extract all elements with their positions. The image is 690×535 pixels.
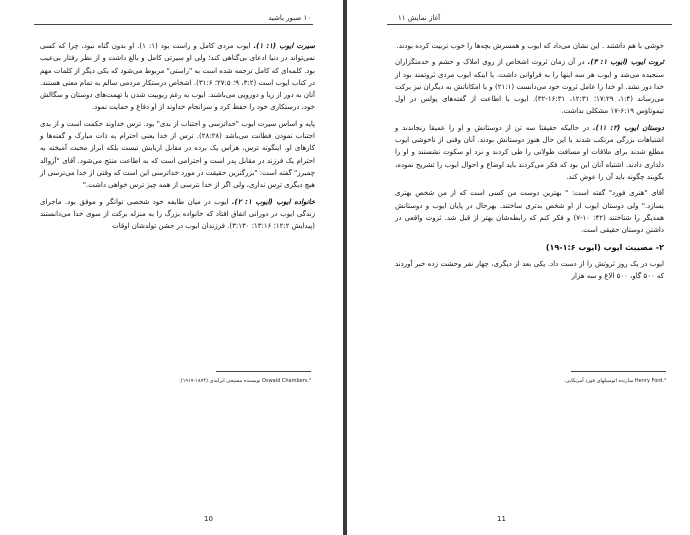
left-page — [0, 0, 343, 535]
paragraph: ثروت ایوب (ایوب ۱: ۳). در آن زمان ثروت اشخاص از روی املاک و حشم و خدمتگزاران سنجیده می‌شد و ایوب هر سه اینها را به فراوانی داشت. با اینکه ایوب مردی ثروتمند بود از خدا دور نشد. او خدا را عامل ثروت خود می‌دانست (۲۱:۱) و با امکاناتش به دیگران نیز برکت می‌رساند (۱:۴، ۱۷:۲۹؛ ۱۲:۳۱، ۱۶:۳۱-۳۲). ایوب با اطاعت از گفته‌های پولس در اول تیموتاؤس ۶:۱۹-۱۷ مشکلی نداشت. — [395, 58, 665, 116]
left-page-body — [40, 40, 315, 236]
paragraph: ایوب در یک روز ثروتش را از دست داد. یکی بعد از دیگری، چهار نفر وحشت زده خبر آوردند که ۵۰۰ گاو، ۵۰۰ الاغ و سه هزار — [395, 259, 664, 281]
left-page-header: ۱۰ صبور باشید — [268, 14, 311, 22]
paragraph: سیرت ایوب (۱: ۱). ایوب مردی کامل و راست بود (۱: ۱). او بدون گناه نبود، چرا که کسی نمی‌تواند در دنیا ادعای بی‌گناهی کند؛ ولی او سیرتی کامل و بالغ داشت و از نظر رفتار بی‌عیب بود. کلمه‌ای که کامل ترجمه شده است به "راستی" مربوط می‌شود که یکی دیگر از کلمات مهم در کتاب ایوب است (۳:۲، ۹؛ ۲۷:۵؛ ۳۱:۶). اشخاص درستکار مردمی سالم به تمام معنی هستند. آنان به دور از ریا و دورویی می‌باشند. ایوب به رغم ربوبیت شدن با تهمت‌های دوستان و سگالش خود، درستکاری خود را حفظ کرد و سرانجام خداوند از او دفاع و حمایت نمود. — [40, 42, 315, 112]
right-page — [347, 0, 690, 535]
paragraph: خوشی با هم داشتند . این نشان می‌داد که ایوب و همسرش بچه‌ها را خوب تربیت کرده بودند. — [396, 42, 664, 50]
page-number: 11 — [497, 515, 506, 523]
paragraph: دوستان ایوب (۲: ۱۱). در حالیکه حقیقتا سه تن از دوستانش و او را عمیقا رنجاندند و اشتباهات بزرگی مرتکب شدند با این حال هنوز دوستانش بودند. آنان وقتی از ناخوشی ایوب مطلع شدند برای ملاقات او مسافت طولانی را طی کردند و نزد او سکوت نشستند و او را دلداری دادند. اشتباه آنان این بود که فکر می‌کردند باید اوضاع و احوال ایوب را تشریح نموده، بگویند چگونه باید آن را عوض کند. — [395, 123, 664, 181]
left-footnote: Oswald Chambers.³ نویسنده مسیحی ایرلندی (۱۸۷۴-۱۹۱۷). — [179, 378, 311, 384]
footnote-rule — [216, 371, 311, 372]
right-page-body — [395, 40, 664, 286]
paragraph: آقای "هنری فورد" گفته است: " بهترین دوست من کسی است که از من شخص بهتری بسازد." ولی دوستان ایوب از او شخص بدتری ساختند. بهرحال در پایان ایوب و دوستانش همدیگر را شناختند (۴۲: ۱۰-۷) و فکر کنم که رابطه‌شان بهتر از قبل شد. ثروت واقعی در داشتن دوستان حقیقی است. — [395, 189, 664, 235]
page-number: 10 — [204, 515, 213, 523]
right-footnote: Henry Ford.⁴ سازنده اتومبیلهای فورد آمریکایی. — [564, 378, 666, 384]
left-header-rule — [34, 24, 313, 25]
paragraph: خانواده ایوب (ایوب ۱: ۲). ایوب در میان طایفه خود شخصی توانگر و موفق بود. ماجرای زندگی ایوب در دورانی اتفاق افتاد که خانواده بزرگ را به منزله برکت از سوی خدا می‌دانستند (پیدایش ۱۲:۲؛ ۱۳:۱۶؛ ۳:۱۳۰). فرزندان ایوب در جشن تولدشان اوقات — [40, 197, 315, 231]
paragraph: پایه و اساس سیرت ایوب "خداترسی و اجتناب از بدی" بود. ترس خداوند حکمت است و از بدی اجتناب نمودن فطانت می‌باشد (۲۸:۲۸). ترس از خدا یعنی احترام به ذات مبارک و گفته‌ها و کارهای او. اینگونه ترس، هراس یک برده در مقابل اربابش نیست بلکه ابراز محبت آمیخته به احترام یک فرزند در مقابل پدر است و احترامی است که به اطاعت منتج می‌شود. آقای "آزوالد چمبرز" گفته است: "بزرگترین حقیقت در مورد خداترسی این است که وقتی از خدا می‌ترسی از هیچ دیگری ترس نداری، ولی اگر از خدا نترسی از همه چیز ترس خواهی داشت." — [40, 119, 315, 190]
right-page-header: آغاز نمایش ۱۱ — [398, 14, 441, 22]
footnote-rule — [571, 371, 666, 372]
right-header-rule — [387, 24, 672, 25]
section-heading: ۲- مصیبت ایوب (ایوب ۱:۶-۱۹) — [545, 243, 664, 253]
